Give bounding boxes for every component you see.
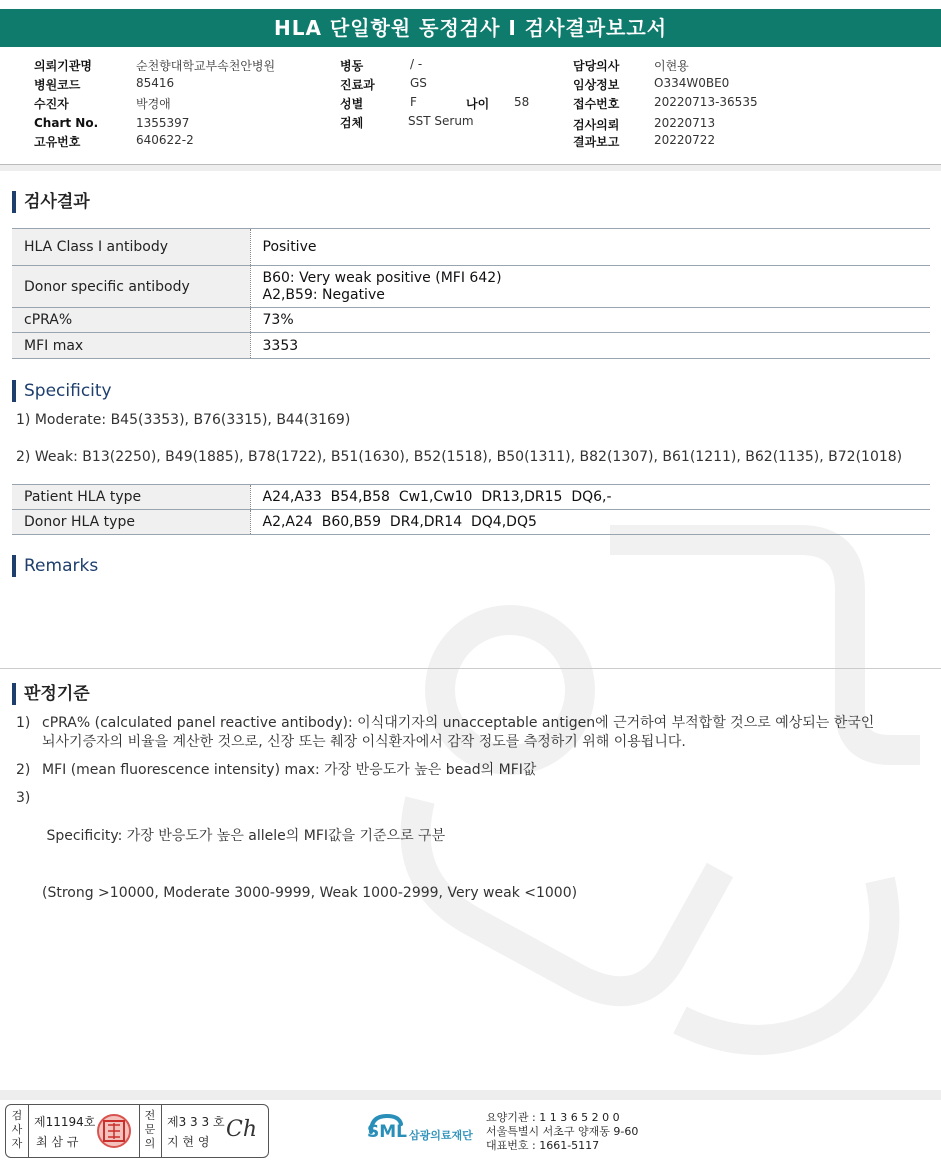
specificity-weak: 2) Weak: B13(2250), B49(1885), B78(1722), B51(1630), B52(1518), B50(1311), B82(1307), B61(1211), B62(1135), B72(1018) [16, 449, 903, 465]
table-row [12, 485, 930, 510]
row-value: Positive [250, 229, 930, 266]
info-label: 진료과 [340, 78, 375, 92]
row-key: MFI max [12, 333, 250, 359]
row-key: Donor specific antibody [12, 266, 250, 308]
info-value: F [410, 95, 417, 109]
criteria-num: 3) [16, 790, 31, 806]
row-key: Donor HLA type [12, 510, 250, 535]
info-label: 의뢰기관명 [34, 59, 92, 73]
org-address: 서울특별시 서초구 양재동 9-60 [486, 1125, 639, 1138]
org-code: 요양기관 : 1 1 3 6 5 2 0 0 [486, 1111, 620, 1124]
org-info [486, 1111, 638, 1153]
criteria-num: 1) [16, 715, 31, 731]
info-label: 고유번호 [34, 135, 81, 149]
row-key: Patient HLA type [12, 485, 250, 510]
info-label: 접수번호 [573, 97, 620, 111]
divider-band [0, 165, 941, 171]
info-label: 결과보고 [573, 135, 620, 149]
info-label: 나이 [466, 97, 490, 111]
report-title: HLA 단일항원 동정검사 I 검사결과보고서 [0, 9, 941, 47]
examiner-license: 제11194호 [34, 1115, 96, 1129]
row-key: HLA Class I antibody [12, 229, 250, 266]
results-table [12, 228, 930, 359]
info-value: 이현용 [654, 59, 689, 73]
specialist-license: 제3 3 3 호 [167, 1115, 225, 1129]
criteria-line: Specificity: 가장 반응도가 높은 allele의 MFI값을 기준으로 구분 [42, 828, 446, 844]
row-value: 73% [250, 308, 930, 333]
info-value: 640622-2 [136, 133, 194, 147]
criteria-line: 뇌사기증자의 비율을 계산한 것으로, 신장 또는 췌장 이식환자에서 감작 정도를 측정하기 위해 이용됩니다. [42, 734, 686, 750]
divider [28, 1105, 29, 1157]
info-label: 담당의사 [573, 59, 620, 73]
criteria-heading: 판정기준 [12, 683, 90, 705]
signature: Ch [226, 1117, 258, 1142]
specificity-moderate: 1) Moderate: B45(3353), B76(3315), B44(3169) [16, 412, 351, 428]
row-value: A24,A33 B54,B58 Cw1,Cw10 DR13,DR15 DQ6,- [250, 485, 930, 510]
table-row [12, 510, 930, 535]
info-label: 임상정보 [573, 78, 620, 92]
criteria-item [42, 761, 922, 780]
org-phone: 대표번호 : 1661-5117 [486, 1139, 600, 1152]
info-label: 검체 [340, 116, 364, 130]
criteria-item [42, 789, 922, 922]
info-value: 1355397 [136, 116, 190, 130]
info-value: GS [410, 76, 427, 90]
row-value: 3353 [250, 333, 930, 359]
criteria-num: 2) [16, 762, 31, 778]
table-row [12, 266, 930, 308]
info-value: 박경애 [136, 97, 171, 111]
dsa-line-2: A2,B59: Negative [262, 286, 385, 303]
table-row [12, 308, 930, 333]
info-value: 20220722 [654, 133, 716, 147]
info-label: 성별 [340, 97, 364, 111]
info-label: 병동 [340, 59, 364, 73]
table-row [12, 333, 930, 359]
specialist-label: 전문의 [144, 1109, 156, 1150]
patient-info [0, 55, 941, 165]
criteria-line: cPRA% (calculated panel reactive antibody): 이식대기자의 unacceptable antigen에 근거하여 부적합할 것으로 예상되는 한국인 [42, 715, 875, 731]
table-row [12, 229, 930, 266]
info-value: 85416 [136, 76, 175, 90]
dsa-line-1: B60: Very weak positive (MFI 642) [262, 269, 502, 286]
row-key: cPRA% [12, 308, 250, 333]
org-name: 삼광의료재단 [409, 1129, 473, 1142]
results-heading: 검사결과 [12, 191, 90, 213]
criteria-line: (Strong >10000, Moderate 3000-9999, Weak 1000-2999, Very weak <1000) [42, 885, 578, 901]
signature-box [5, 1104, 269, 1158]
info-label: 병원코드 [34, 78, 81, 92]
hla-type-table [12, 484, 930, 535]
row-value: A2,A24 B60,B59 DR4,DR14 DQ4,DQ5 [250, 510, 930, 535]
remarks-heading: Remarks [12, 555, 98, 577]
row-value [250, 266, 930, 308]
info-label: 수진자 [34, 97, 69, 111]
examiner-label: 검사자 [11, 1109, 23, 1150]
info-value: 58 [514, 95, 530, 109]
info-value: SST Serum [408, 114, 474, 128]
divider [161, 1105, 162, 1157]
info-value: 순천향대학교부속천안병원 [136, 59, 276, 73]
footer-band [0, 1090, 941, 1100]
criteria-item [42, 714, 922, 752]
info-value: / - [410, 57, 423, 71]
logo-text: SML [367, 1122, 407, 1142]
divider [139, 1105, 140, 1157]
info-value: 20220713 [654, 116, 716, 130]
specialist-name: 지 현 영 [167, 1135, 210, 1149]
specificity-heading: Specificity [12, 380, 112, 402]
info-value: O334W0BE0 [654, 76, 730, 90]
divider [0, 668, 941, 669]
seal-stamp-icon [96, 1113, 132, 1149]
criteria-line: MFI (mean fluorescence intensity) max: 가장 반응도가 높은 bead의 MFI값 [42, 762, 537, 778]
examiner-name: 최 삼 규 [36, 1135, 79, 1149]
sml-logo [365, 1110, 495, 1150]
info-value: 20220713-36535 [654, 95, 758, 109]
info-label: Chart No. [34, 116, 99, 130]
info-label: 검사의뢰 [573, 118, 620, 132]
